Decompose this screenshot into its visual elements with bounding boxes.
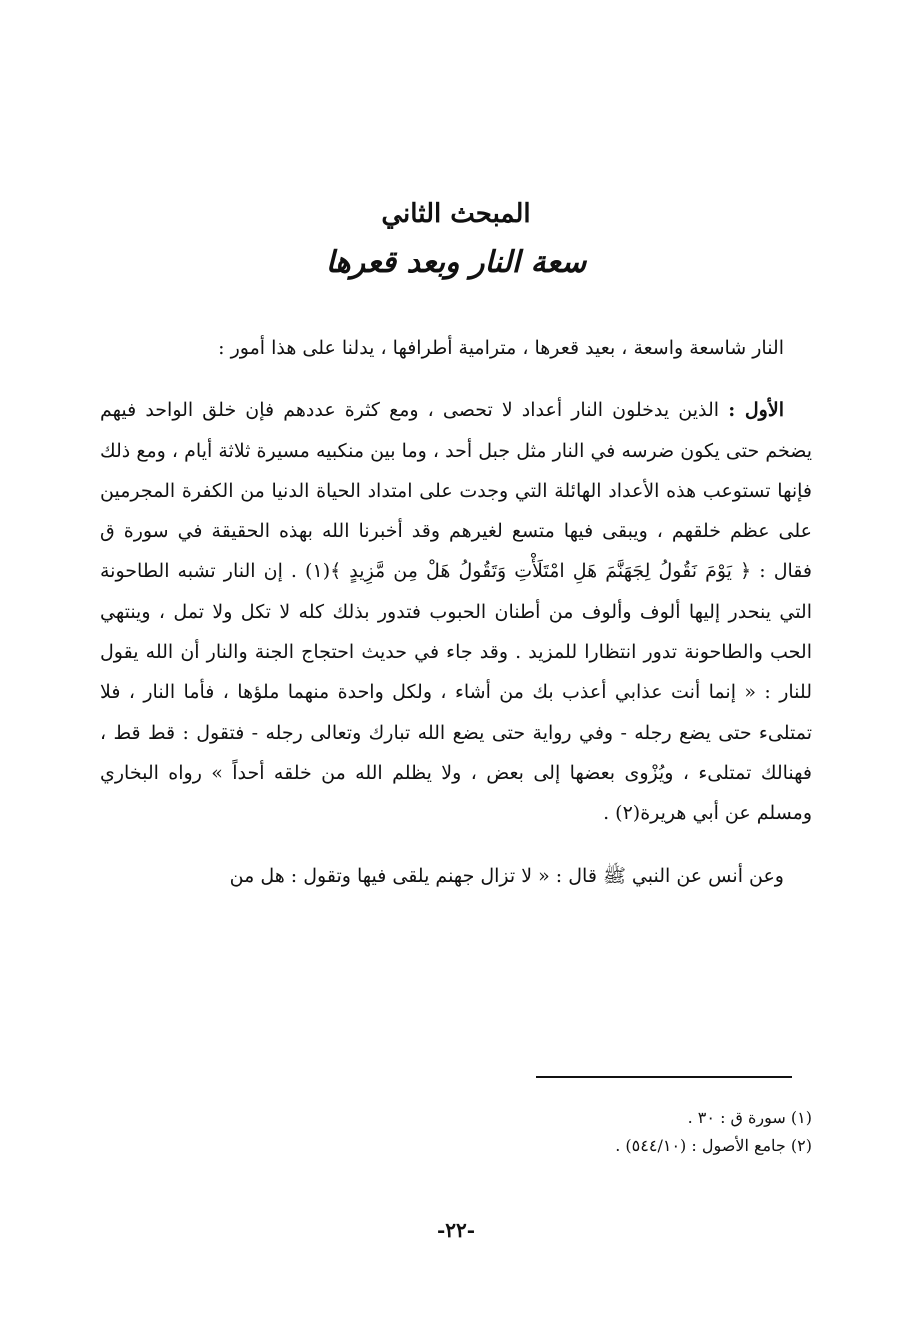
footnote-divider bbox=[536, 1076, 792, 1078]
footnotes bbox=[312, 1104, 812, 1160]
section-title: سعة النار وبعد قعرها bbox=[325, 245, 587, 280]
intro-paragraph: النار شاسعة واسعة ، بعيد قعرها ، مترامية أطرافها ، يدلنا على هذا أمور : bbox=[218, 337, 784, 359]
page-number: -٢٢- bbox=[436, 1218, 476, 1242]
footnote-2: (٢) جامع الأصول : (٥٤٤/١٠) . bbox=[615, 1136, 812, 1155]
chapter-header bbox=[0, 196, 912, 284]
first-point-lead: الأول : bbox=[728, 399, 784, 422]
body-text bbox=[100, 328, 812, 896]
first-point-text: الذين يدخلون النار أعداد لا تحصى ، ومع كثرة عددهم فإن خلق الواحد فيهم يضخم حتى يكون ضرسه في النار مثل جبل أحد ، وما بين منكبيه مسيرة ثلاثة أيام ، ومع ذلك فإنها تستوعب هذه الأعداد الهائلة التي وجدت على امتداد الحياة الدنيا من الكفرة المجرمين على عظم خلقهم ، ويبقى فيها متسع لغيرهم وقد أخبرنا الله بهذه الحقيقة في سورة ق فقال : ﴿ يَوْمَ نَقُولُ لِجَهَنَّمَ هَلِ امْتَلَأْتِ وَتَقُولُ هَلْ مِن مَّزِيدٍ ﴾(١) . إن النار تشبه الطاحونة التي ينحدر إليها ألوف وألوف من أطنان الحبوب فتدور بذلك كله لا تكل ولا تمل ، وينتهي الحب والطاحونة تدور انتظارا للمزيد . وقد جاء في حديث احتجاج الجنة والنار أن الله يقول للنار : « إنما أنت عذابي أعذب بك من أشاء ، ولكل واحدة منهما ملؤها ، فأما النار ، فلا تمتلىء حتى يضع رجله - وفي رواية حتى يضع الله تبارك وتعالى رجله - فتقول : قط قط ، فهنالك تمتلىء ، ويُزْوى بعضها إلى بعض ، ولا يظلم الله من خلقه أحداً » رواه البخاري ومسلم عن أبي هريرة(٢) . bbox=[100, 399, 813, 825]
hadith-paragraph: وعن أنس عن النبي ﷺ قال : « لا تزال جهنم يلقى فيها وتقول : هل من bbox=[229, 864, 784, 887]
first-point-paragraph bbox=[100, 390, 812, 833]
footnote-1: (١) سورة ق : ٣٠ . bbox=[687, 1108, 812, 1127]
section-label: المبحث الثاني bbox=[381, 199, 531, 229]
